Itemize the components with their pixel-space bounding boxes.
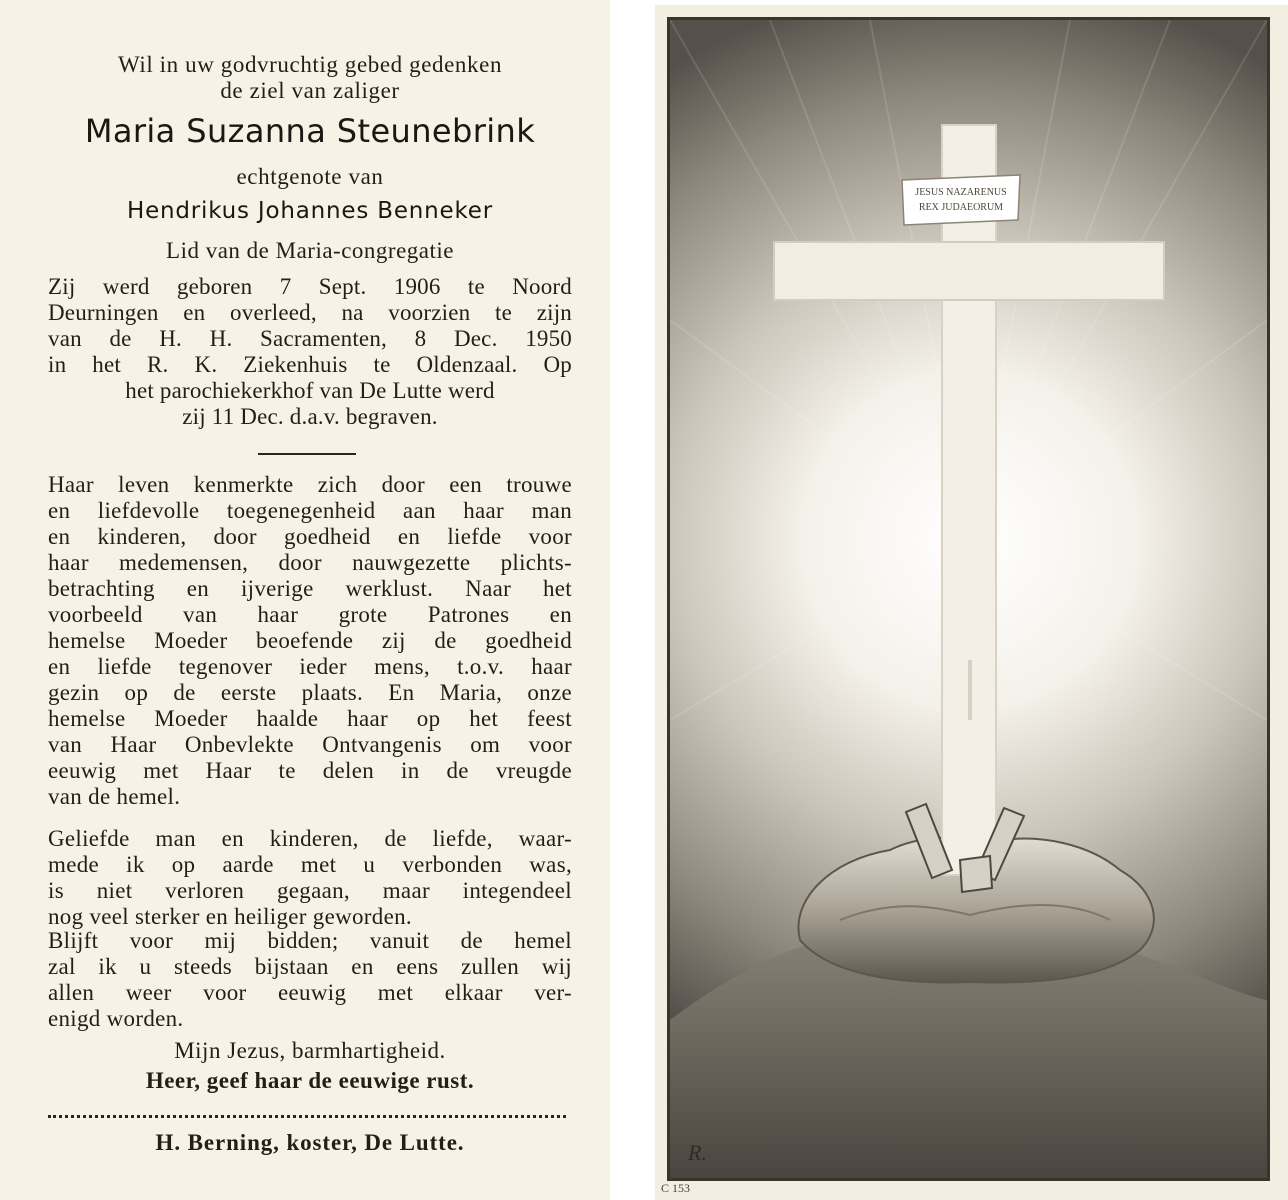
paragraph-line: hemelse Moeder beoefende zij de goedheid [48, 628, 572, 653]
spouse-name: Hendrikus Johannes Benneker [126, 198, 494, 224]
paragraph-line: Blijft voor mij bidden; vanuit de hemel [48, 928, 572, 953]
spouse-label: echtgenote van [236, 164, 384, 189]
intro-line: de ziel van zaliger [220, 78, 400, 103]
titulus-plaque [902, 175, 1020, 225]
biography-line: Deurningen en overleed, na voorzien te zijn [48, 300, 572, 325]
paragraph-line: en liefdevolle toegenegenheid aan haar man [48, 498, 572, 523]
memorial-picture-card [655, 5, 1288, 1200]
paragraph-line: eeuwig met Haar te delen in de vreugde [48, 758, 572, 783]
intro-line: Wil in uw godvruchtig gebed gedenken [117, 52, 503, 77]
printer-credit: H. Berning, koster, De Lutte. [155, 1130, 465, 1155]
paragraph-line: is niet verloren gegaan, maar integendeel [48, 878, 572, 903]
biography-line: in het R. K. Ziekenhuis te Oldenzaal. Op [48, 352, 572, 377]
memorial-text-card [0, 0, 610, 1200]
tribute-paragraph [48, 472, 572, 810]
congregation-membership: Lid van de Maria-congregatie [166, 238, 454, 263]
paragraph-line: en liefde tegenover ieder mens, t.o.v. haar [48, 654, 572, 679]
eternal-rest-prayer: Heer, geef haar de eeuwige rust. [145, 1068, 475, 1093]
paragraph-line: zal ik u steeds bijstaan en eens zullen wij [48, 954, 572, 979]
deceased-name: Maria Suzanna Steunebrink [84, 112, 536, 150]
biography-line: van de H. H. Sacramenten, 8 Dec. 1950 [48, 326, 572, 351]
farewell-paragraph [48, 826, 572, 930]
artist-mark: R. [688, 1140, 707, 1165]
biography [48, 274, 572, 430]
biography-line: het parochiekerkhof van De Lutte werd [125, 378, 495, 403]
section-divider [258, 453, 356, 455]
ejaculation-prayer: Mijn Jezus, barmhartigheid. [174, 1038, 446, 1063]
titulus-line: REX JUDAEORUM [918, 202, 1004, 213]
paragraph-line: van de hemel. [48, 784, 181, 809]
paragraph-line: en kinderen, door goedheid en liefde voor [48, 524, 572, 549]
biography-line: Zij werd geboren 7 Sept. 1906 te Noord [48, 274, 572, 299]
plate-code: C 153 [661, 1181, 691, 1195]
dotted-divider [48, 1115, 566, 1118]
paragraph-line: mede ik op aarde met u verbonden was, [48, 852, 572, 877]
paragraph-line: nog veel sterker en heiliger geworden. [48, 904, 412, 929]
paragraph-line: Haar leven kenmerkte zich door een trouwe [48, 472, 572, 497]
paragraph-line: voorbeeld van haar grote Patrones en [48, 602, 572, 627]
paragraph-line: haar medemensen, door nauwgezette plichts- [48, 550, 572, 575]
paragraph-line: van Haar Onbevlekte Ontvangenis om voor [48, 732, 572, 757]
cross-illustration [667, 17, 1270, 1181]
paragraph-line: hemelse Moeder haalde haar op het feest [48, 706, 572, 731]
prayer-request-paragraph [48, 928, 572, 1032]
paragraph-line: Geliefde man en kinderen, de liefde, waar- [48, 826, 572, 851]
paragraph-line: enigd worden. [48, 1006, 184, 1031]
biography-line: zij 11 Dec. d.a.v. begraven. [182, 404, 438, 429]
titulus-line: JESUS NAZARENUS [915, 187, 1007, 198]
intro-text [40, 52, 580, 104]
paragraph-line: allen weer voor eeuwig met elkaar ver- [48, 980, 572, 1005]
paragraph-line: betrachting en ijverige werklust. Naar het [48, 576, 572, 601]
paragraph-line: gezin op de eerste plaats. En Maria, onze [48, 680, 572, 705]
